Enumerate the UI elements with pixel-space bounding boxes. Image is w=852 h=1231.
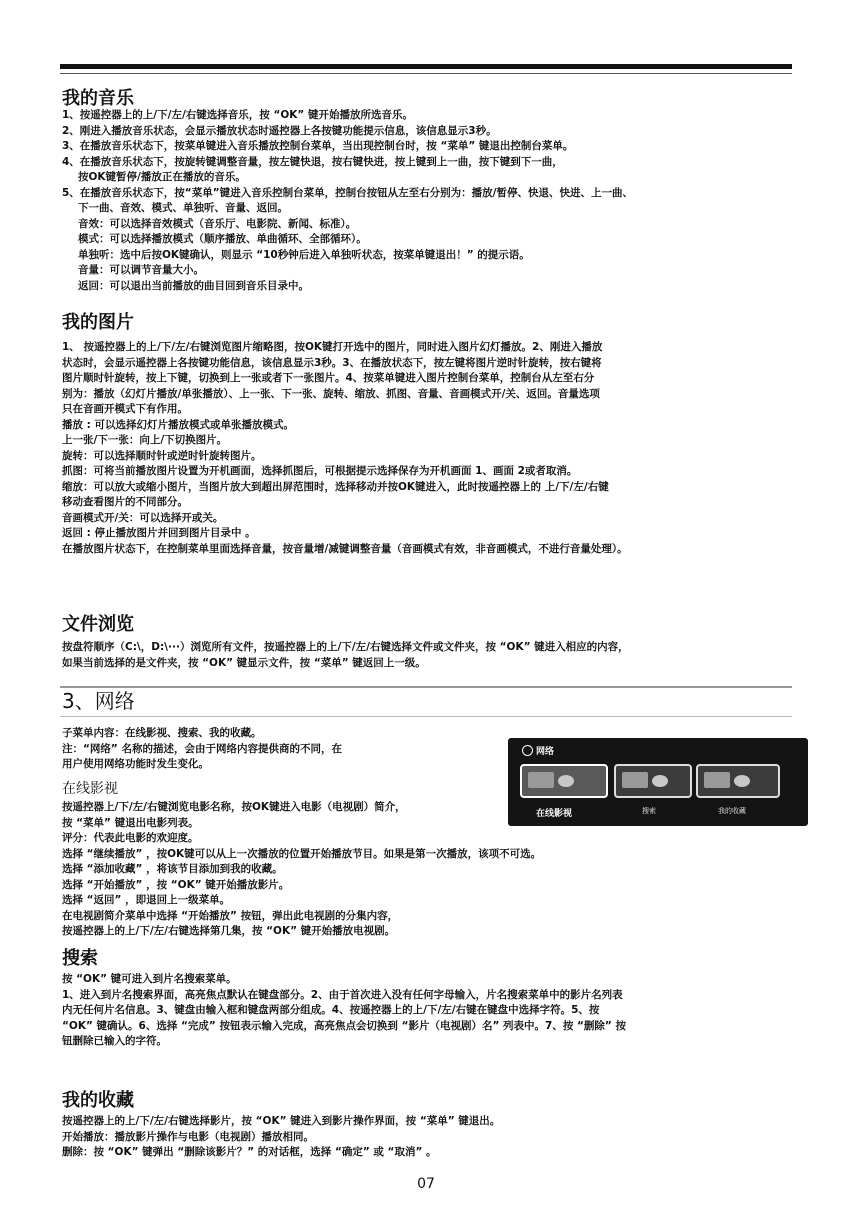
tile-graphic bbox=[704, 772, 730, 788]
page-number: 07 bbox=[417, 1176, 435, 1192]
music-line: 1、按遥控器上的上/下/左/右键选择音乐，按 “OK” 键开始播放所选音乐。 bbox=[62, 109, 413, 121]
online-line: 选择 “添加收藏” ，将该节目添加到我的收藏。 bbox=[62, 863, 283, 875]
favorites-line: 按遥控器上的上/下/左/右键选择影片，按 “OK” 键进入到影片操作界面，按 “菜单” 键退出。 bbox=[62, 1115, 501, 1127]
music-line: 音量：可以调节音量大小。 bbox=[78, 264, 204, 276]
pictures-heading: 我的图片 bbox=[62, 312, 134, 333]
music-line: 5、在播放音乐状态下，按“菜单”键进入音乐控制台菜单，控制台按钮从左至右分别为：播放/暂停、快退、快进、上一曲、 bbox=[62, 186, 633, 199]
pictures-line: 旋转：可以选择顺时针或逆时针旋转图片。 bbox=[62, 449, 262, 462]
tile-graphic bbox=[528, 772, 554, 788]
music-line: 3、在播放音乐状态下，按菜单键进入音乐播放控制台菜单，当出现控制台时，按 “菜单” 键退出控制台菜单。 bbox=[62, 140, 574, 152]
browse-heading: 文件浏览 bbox=[62, 614, 134, 635]
search-tile bbox=[614, 764, 692, 798]
online-line: 选择 “开始播放” ，按 “OK” 键开始播放影片。 bbox=[62, 878, 290, 891]
network-logo-icon bbox=[522, 745, 533, 756]
online-heading: 在线影视 bbox=[62, 781, 118, 797]
favorites-body bbox=[62, 1114, 798, 1161]
music-line: 单独听：选中后按OK键确认，则显示 “10秒钟后进入单独听状态，按菜单键退出！” 的提示语。 bbox=[78, 248, 530, 261]
online-line: 按遥控器上的上/下/左/右键选择第几集，按 “OK” 键开始播放电视剧。 bbox=[62, 925, 396, 937]
online-video-tile-label: 在线影视 bbox=[536, 809, 573, 819]
search-heading: 搜索 bbox=[62, 948, 98, 969]
favorites-line: 开始播放：播放影片操作与电影（电视剧）播放相同。 bbox=[62, 1130, 314, 1143]
tile-graphic bbox=[558, 775, 574, 787]
search-tile-label: 搜索 bbox=[642, 807, 656, 815]
search-line: “OK” 键确认。6、选择 “完成” 按钮表示输入完成，高亮焦点会切换到 “影片（电视剧）名” 列表中。7、按 “删除” 按 bbox=[62, 1019, 626, 1032]
pictures-line: 在播放图片状态下，在控制菜单里面选择音量，按音量增/减键调整音量（音画模式有效，非音画模式，不进行音量处理）。 bbox=[62, 542, 628, 555]
search-line: 钮删除已输入的字符。 bbox=[62, 1035, 167, 1047]
music-line: 返回：可以退出当前播放的曲目回到音乐目录中。 bbox=[78, 279, 309, 292]
online-body bbox=[62, 800, 798, 940]
pictures-line: 播放 : 可以选择幻灯片播放模式或单张播放模式。 bbox=[62, 418, 295, 431]
pictures-line: 图片顺时针旋转，按上下键，切换到上一张或者下一张图片。4、按菜单键进入图片控制台菜单，控制台从左至右分 bbox=[62, 372, 595, 384]
music-line: 2、刚进入播放音乐状态，会显示播放状态时遥控器上各按键功能提示信息，该信息显示3秒。 bbox=[62, 124, 497, 137]
pictures-line: 上一张/下一张：向上/下切换图片。 bbox=[62, 434, 228, 446]
browse-body bbox=[62, 640, 798, 671]
music-line: 4、在播放音乐状态下，按旋转键调整音量，按左键快退，按右键快进，按上键到上一曲，按下键到下一曲， bbox=[62, 155, 563, 168]
search-line: 1、进入到片名搜索界面，高亮焦点默认在键盘部分。2、由于首次进入没有任何字母输入，片名搜索菜单中的影片名列表 bbox=[62, 988, 623, 1001]
music-line: 音效：可以选择音效模式（音乐厅、电影院、新闻、标准）。 bbox=[78, 217, 357, 230]
top-rule bbox=[60, 64, 792, 69]
online-line: 在电视剧简介菜单中选择 “开始播放” 按钮，弹出此电视剧的分集内容， bbox=[62, 909, 399, 922]
pictures-line: 状态时，会显示遥控器上各按键功能信息，该信息显示3秒。3、在播放状态下，按左键将图片逆时针旋转，按右键将 bbox=[62, 356, 602, 369]
pictures-body bbox=[62, 340, 798, 557]
favorites-tile bbox=[696, 764, 780, 798]
network-intro-line: 用户使用网络功能时发生变化。 bbox=[62, 758, 209, 770]
tile-graphic bbox=[652, 775, 668, 787]
pictures-line: 1、 按遥控器上的上/下/左/右键浏览图片缩略图，按OK键打开选中的图片，同时进入图片幻灯播放。2、刚进入播放 bbox=[62, 341, 603, 353]
pictures-line: 返回 : 停止播放图片并回到图片目录中 。 bbox=[62, 527, 256, 539]
pictures-line: 音画模式开/关：可以选择开或关。 bbox=[62, 511, 224, 524]
music-body bbox=[62, 108, 798, 294]
online-line: 选择 “继续播放” ，按OK键可以从上一次播放的位置开始播放节目。如果是第一次播放，该项不可选。 bbox=[62, 847, 542, 860]
search-body bbox=[62, 972, 798, 1050]
section-rule-thin bbox=[60, 716, 792, 717]
favorites-tile-label: 我的收藏 bbox=[718, 807, 746, 815]
tile-graphic bbox=[622, 772, 648, 788]
online-line: 按遥控器上/下/左/右键浏览电影名称，按OK键进入电影（电视剧）简介， bbox=[62, 801, 406, 813]
search-line: 内无任何片名信息。3、键盘由输入框和键盘两部分组成。4、按遥控器上的上/下/左/右键在键盘中选择字符。5、按 bbox=[62, 1004, 600, 1016]
pictures-line: 只在音画开模式下有作用。 bbox=[62, 403, 188, 415]
music-line: 下一曲、音效、模式、单独听、音量、返回。 bbox=[78, 202, 288, 214]
pictures-line: 别为：播放（幻灯片播放/单张播放）、上一张、下一张、旋转、缩放、抓图、音量、音画模式开/关、返回。音量选项 bbox=[62, 387, 600, 400]
music-heading: 我的音乐 bbox=[62, 88, 134, 109]
tile-graphic bbox=[734, 775, 750, 787]
network-menu-header: 网络 bbox=[522, 744, 554, 757]
network-heading: 3、网络 bbox=[62, 689, 135, 713]
network-intro-line: 注：“网络” 名称的描述，会由于网络内容提供商的不同，在 bbox=[62, 742, 342, 755]
online-line: 选择 “返回” ，即退回上一级菜单。 bbox=[62, 894, 231, 906]
section-rule bbox=[60, 686, 792, 688]
online-line: 按 “菜单” 键退出电影列表。 bbox=[62, 816, 199, 829]
search-line: 按 “OK” 键可进入到片名搜索菜单。 bbox=[62, 973, 237, 985]
browse-line: 按盘符顺序（C:\，D:\···）浏览所有文件，按遥控器上的上/下/左/右键选择文件或文件夹，按 “OK” 键进入相应的内容， bbox=[62, 641, 629, 653]
music-line: 模式：可以选择播放模式（顺序播放、单曲循环、全部循环）。 bbox=[78, 233, 367, 245]
online-line: 评分：代表此电影的欢迎度。 bbox=[62, 832, 199, 844]
browse-line: 如果当前选择的是文件夹，按 “OK” 键显示文件，按 “菜单” 键返回上一级。 bbox=[62, 656, 426, 669]
pictures-line: 抓图：可将当前播放图片设置为开机画面，选择抓图后，可根据提示选择保存为开机画面 1、画面 2或者取消。 bbox=[62, 465, 578, 477]
top-rule-thin bbox=[60, 73, 792, 74]
favorites-heading: 我的收藏 bbox=[62, 1090, 134, 1111]
online-video-tile bbox=[520, 764, 608, 798]
pictures-line: 移动查看图片的不同部分。 bbox=[62, 496, 188, 508]
music-line: 按OK键暂停/播放正在播放的音乐。 bbox=[78, 171, 246, 183]
pictures-line: 缩放：可以放大或缩小图片，当图片放大到超出屏范围时，选择移动并按OK键进入，此时按遥控器上的 上/下/左/右键 bbox=[62, 480, 609, 493]
favorites-line: 删除：按 “OK” 键弹出 “删除该影片？” 的对话框，选择 “确定” 或 “取消” 。 bbox=[62, 1146, 437, 1158]
network-intro-line: 子菜单内容：在线影视、搜索、我的收藏。 bbox=[62, 727, 262, 739]
